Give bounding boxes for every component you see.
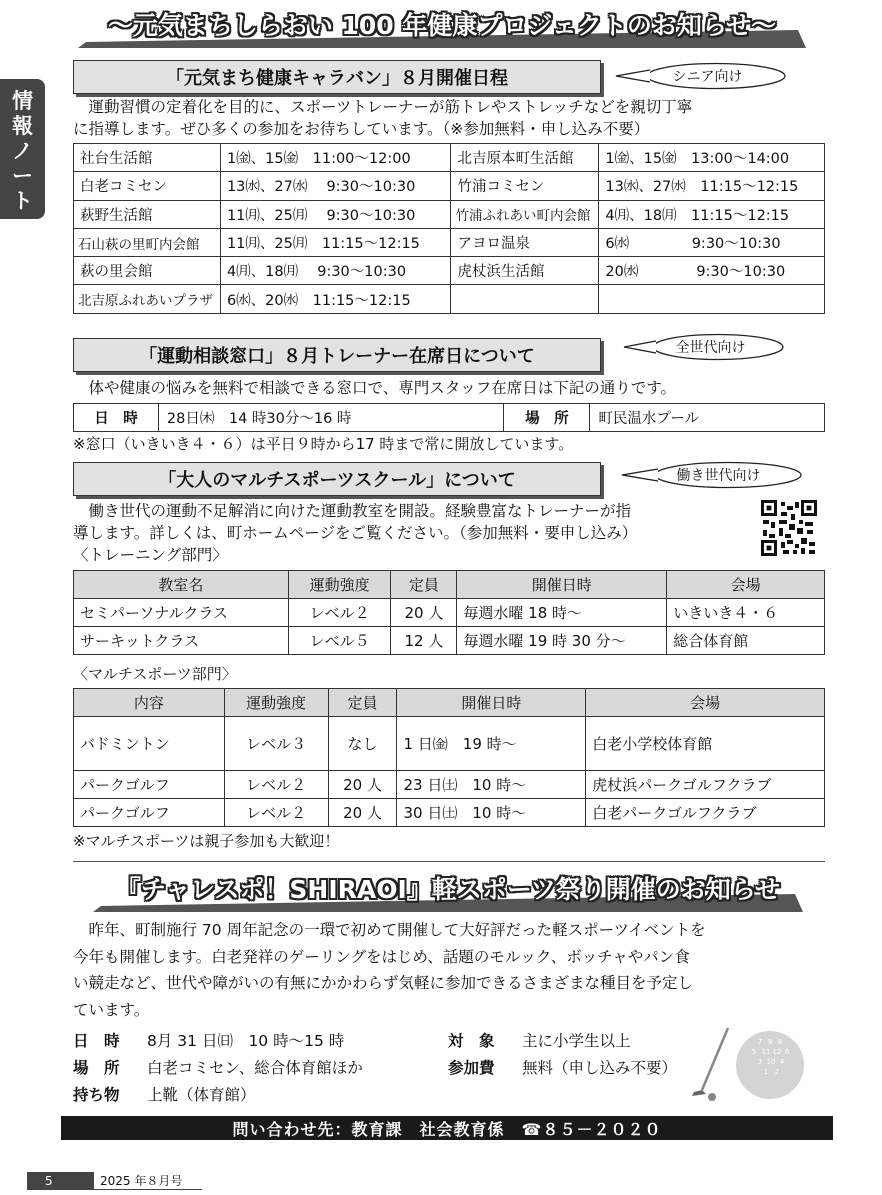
venue-cell: 白老小学校体育館 bbox=[586, 717, 825, 771]
event-items-row bbox=[73, 1083, 256, 1105]
venue-cell: 竹浦コミセン bbox=[451, 172, 599, 200]
caravan-title: 「元気まち健康キャラバン」８月開催日程 bbox=[166, 68, 508, 89]
capacity-cell: 20 人 bbox=[391, 599, 457, 627]
date-label: 日 時 bbox=[74, 404, 159, 432]
items-label: 持ち物 bbox=[73, 1086, 120, 1104]
class-cell: セミパーソナルクラス bbox=[74, 599, 289, 627]
pin-number: 12 bbox=[772, 1048, 782, 1056]
time-cell: 6㈬ 9:30〜10:30 bbox=[599, 228, 825, 256]
column-header: 開催日時 bbox=[457, 571, 667, 599]
main-banner bbox=[78, 4, 806, 44]
caravan-paragraph bbox=[73, 96, 692, 140]
level-cell: レベル２ bbox=[224, 771, 328, 799]
table-row bbox=[74, 599, 825, 627]
sports-label: 〈マルチスポーツ部門〉 bbox=[73, 665, 237, 683]
fee-value: 無料（申し込み不要） bbox=[522, 1059, 678, 1077]
training-label: 〈トレーニング部門〉 bbox=[73, 546, 228, 564]
caravan-schedule-table bbox=[73, 143, 825, 314]
venue-cell: 白老パークゴルフクラブ bbox=[586, 799, 825, 827]
table-header-row bbox=[74, 571, 825, 599]
items-value: 上靴（体育館） bbox=[147, 1086, 256, 1104]
venue-cell: 石山萩の里町内会館 bbox=[74, 228, 221, 256]
multi-tag bbox=[618, 461, 803, 489]
date-label: 日 時 bbox=[73, 1032, 120, 1050]
venue-cell: 竹浦ふれあい町内会館 bbox=[451, 200, 599, 228]
time-cell: 6㈬、20㈬ 11:15〜12:15 bbox=[220, 285, 451, 313]
caravan-line: 運動習慣の定着化を目的に、スポーツトレーナーが筋トレやストレッチなどを親切丁寧 bbox=[73, 98, 693, 116]
pin-number: 6 bbox=[784, 1048, 790, 1056]
capacity-cell: 12 人 bbox=[391, 627, 457, 655]
venue-cell: 白老コミセン bbox=[74, 172, 221, 200]
qr-code-icon bbox=[761, 500, 817, 556]
target-label: 対 象 bbox=[448, 1032, 495, 1050]
time-cell: 20㈬ 9:30〜10:30 bbox=[599, 257, 825, 285]
table-row bbox=[74, 285, 825, 313]
consult-paragraph: 体や健康の悩みを無料で相談できる窓口で、専門スタッフ在席日は下記の通りです。 bbox=[73, 379, 676, 397]
place-value: 白老コミセン、総合体育館ほか bbox=[147, 1059, 363, 1077]
venue-cell: 北吉原本町生活館 bbox=[451, 144, 599, 172]
side-tab-char: 情 bbox=[12, 89, 33, 113]
pin-number: 4 bbox=[779, 1058, 785, 1066]
activity-cell: バドミントン bbox=[74, 717, 225, 771]
main-banner-title: 〜元気まちしらおい 100 年健康プロジェクトのお知らせ〜 bbox=[107, 11, 777, 40]
column-header: 教室名 bbox=[74, 571, 289, 599]
table-row bbox=[74, 717, 825, 771]
capacity-cell: 20 人 bbox=[328, 799, 397, 827]
consult-note: ※窓口（いきいき４・６）は平日９時から17 時まで常に開放しています。 bbox=[73, 435, 574, 453]
consult-section-header bbox=[73, 338, 601, 372]
column-header: 会場 bbox=[586, 689, 825, 717]
activity-cell: パークゴルフ bbox=[74, 771, 225, 799]
multi-line: 働き世代の運動不足解消に向けた運動教室を開設。経験豊富なトレーナーが指 bbox=[73, 502, 632, 520]
venue-cell: いきいき４・６ bbox=[667, 599, 825, 627]
table-row bbox=[74, 144, 825, 172]
pin-number: 10 bbox=[766, 1058, 776, 1066]
pin-number: 7 bbox=[757, 1038, 763, 1046]
event-fee-row bbox=[448, 1056, 677, 1078]
place-label: 場 所 bbox=[73, 1059, 120, 1077]
multi-tag-label: 働き世代向け bbox=[676, 468, 761, 484]
level-cell: レベル３ bbox=[224, 717, 328, 771]
side-tab-char: ー bbox=[12, 164, 33, 188]
column-header: 定員 bbox=[328, 689, 397, 717]
caravan-tag-label: シニア向け bbox=[672, 69, 743, 85]
time-cell: 11㈪、25㈪ 11:15〜12:15 bbox=[220, 228, 451, 256]
event-line: 昨年、町制施行 70 周年記念の一環で初めて開催して大好評だった軽スポーツイベントを bbox=[73, 921, 706, 939]
table-row bbox=[74, 172, 825, 200]
datetime-cell: 1 日㈮ 19 時〜 bbox=[397, 717, 586, 771]
venue-cell: 北吉原ふれあいプラザ bbox=[74, 285, 221, 313]
caravan-line: に指導します。ぜひ多くの参加をお待ちしています。（※参加無料・申し込み不要） bbox=[73, 120, 650, 138]
table-row bbox=[74, 771, 825, 799]
pin-number: 11 bbox=[761, 1048, 771, 1056]
time-cell: 4㈪、18㈪ 11:15〜12:15 bbox=[599, 200, 825, 228]
page-number: 5 bbox=[27, 1172, 94, 1189]
datetime-cell: 30 日㈯ 10 時〜 bbox=[397, 799, 586, 827]
column-header: 定員 bbox=[391, 571, 457, 599]
time-cell: 11㈪、25㈪ 9:30〜10:30 bbox=[220, 200, 451, 228]
multi-line: 導します。詳しくは、町ホームページをご覧ください。（参加無料・要申し込み） bbox=[73, 524, 638, 542]
sports-table bbox=[73, 688, 825, 827]
place-value: 町民温水プール bbox=[590, 404, 825, 432]
issue-date: 2025 年８月号 bbox=[100, 1174, 183, 1188]
event-banner-title: 『チャレスポ！SHIRAOI』軽スポーツ祭り開催のお知らせ bbox=[115, 875, 781, 904]
table-row bbox=[74, 200, 825, 228]
pin-number: 2 bbox=[774, 1068, 780, 1076]
level-cell: レベル５ bbox=[288, 627, 391, 655]
event-line: い競走など、世代や障がいの有無にかかわらず気軽に参加できるさまざまな種目を予定し bbox=[73, 974, 694, 992]
event-target-row bbox=[448, 1029, 631, 1051]
target-value: 主に小学生以上 bbox=[522, 1032, 631, 1050]
datetime-cell: 23 日㈯ 10 時〜 bbox=[397, 771, 586, 799]
event-banner bbox=[93, 868, 803, 908]
time-cell bbox=[599, 285, 825, 313]
caravan-tag bbox=[612, 62, 787, 90]
column-header: 内容 bbox=[74, 689, 225, 717]
consult-tag bbox=[620, 333, 785, 361]
capacity-cell: なし bbox=[328, 717, 397, 771]
level-cell: レベル２ bbox=[224, 799, 328, 827]
event-date-row bbox=[73, 1029, 344, 1051]
venue-cell: 社台生活館 bbox=[74, 144, 221, 172]
class-cell: サーキットクラス bbox=[74, 627, 289, 655]
venue-cell: アヨロ温泉 bbox=[451, 228, 599, 256]
place-label: 場 所 bbox=[504, 404, 590, 432]
column-header: 会場 bbox=[667, 571, 825, 599]
multi-title: 「大人のマルチスポーツスクール」について bbox=[158, 470, 516, 491]
consult-info-table bbox=[73, 403, 825, 432]
section-divider bbox=[73, 861, 825, 862]
datetime-cell: 毎週水曜 18 時〜 bbox=[457, 599, 667, 627]
venue-cell: 虎杖浜パークゴルフクラブ bbox=[586, 771, 825, 799]
table-row bbox=[74, 228, 825, 256]
table-row bbox=[74, 404, 825, 432]
event-line: 今年も開催します。白老発祥のゲーリングをはじめ、話題のモルック、ボッチャやパン食 bbox=[73, 947, 690, 966]
caravan-section-header bbox=[73, 60, 601, 94]
pin-number: 9 bbox=[767, 1038, 773, 1046]
side-tab-info-note bbox=[0, 79, 45, 219]
footer-rule bbox=[27, 1189, 202, 1190]
sports-note: ※マルチスポーツは親子参加も大歓迎！ bbox=[73, 832, 340, 850]
date-value: 28日㈭ 14 時30分〜16 時 bbox=[158, 404, 504, 432]
venue-cell: 虎杖浜生活館 bbox=[451, 257, 599, 285]
multi-paragraph bbox=[73, 500, 637, 566]
multi-section-header bbox=[73, 462, 601, 496]
time-cell: 1㈮、15㈮ 11:00〜12:00 bbox=[220, 144, 451, 172]
contact-bar: 問い合わせ先：教育課 社会教育係 ☎８５－２０２０ bbox=[61, 1116, 833, 1140]
table-row bbox=[74, 257, 825, 285]
side-tab-char: 報 bbox=[12, 114, 33, 138]
pin-number: 3 bbox=[757, 1058, 763, 1066]
table-row bbox=[74, 627, 825, 655]
gateball-molkky-illustration-icon bbox=[690, 1020, 810, 1105]
level-cell: レベル２ bbox=[288, 599, 391, 627]
fee-label: 参加費 bbox=[448, 1059, 495, 1077]
column-header: 運動強度 bbox=[288, 571, 391, 599]
time-cell: 4㈪、18㈪ 9:30〜10:30 bbox=[220, 257, 451, 285]
consult-title: 「運動相談窓口」８月トレーナー在席日について bbox=[139, 346, 535, 367]
training-table bbox=[73, 570, 825, 655]
pin-number: 1 bbox=[763, 1068, 769, 1076]
venue-cell: 総合体育館 bbox=[667, 627, 825, 655]
capacity-cell: 20 人 bbox=[328, 771, 397, 799]
activity-cell: パークゴルフ bbox=[74, 799, 225, 827]
event-paragraph bbox=[73, 917, 706, 1023]
column-header: 運動強度 bbox=[224, 689, 328, 717]
venue-cell: 萩野生活館 bbox=[74, 200, 221, 228]
time-cell: 1㈮、15㈮ 13:00〜14:00 bbox=[599, 144, 825, 172]
pin-number: 8 bbox=[777, 1038, 783, 1046]
datetime-cell: 毎週水曜 19 時 30 分〜 bbox=[457, 627, 667, 655]
pin-number: 5 bbox=[751, 1048, 757, 1056]
table-header-row bbox=[74, 689, 825, 717]
side-tab-char: ト bbox=[12, 189, 33, 213]
venue-cell bbox=[451, 285, 599, 313]
event-line: ています。 bbox=[73, 1000, 150, 1019]
event-place-row bbox=[73, 1056, 363, 1078]
table-row bbox=[74, 799, 825, 827]
venue-cell: 萩の里会館 bbox=[74, 257, 221, 285]
consult-tag-label: 全世代向け bbox=[675, 340, 746, 356]
column-header: 開催日時 bbox=[397, 689, 586, 717]
side-tab-char: ノ bbox=[12, 139, 33, 163]
date-value: 8月 31 日㈰ 10 時〜15 時 bbox=[147, 1032, 345, 1050]
time-cell: 13㈬、27㈬ 9:30〜10:30 bbox=[220, 172, 451, 200]
time-cell: 13㈬、27㈬ 11:15〜12:15 bbox=[599, 172, 825, 200]
